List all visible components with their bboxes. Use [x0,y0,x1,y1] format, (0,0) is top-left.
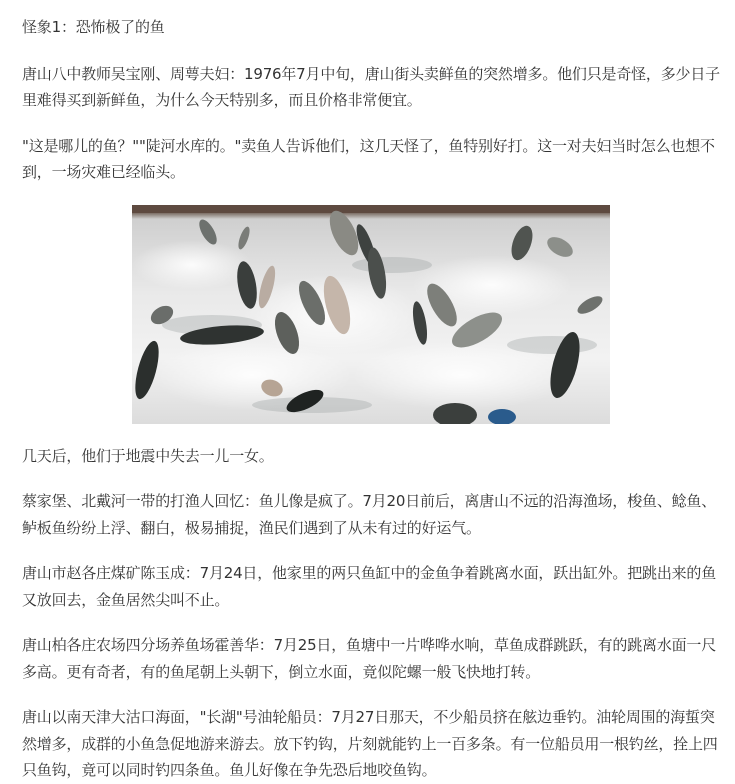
paragraph: 蔡家堡、北戴河一带的打渔人回忆：鱼儿像是疯了。7月20日前后，离唐山不远的沿海渔场，梭鱼、鲶鱼、鲈板鱼纷纷上浮、翻白，极易捕捉，渔民们遇到了从未有过的好运气。 [22,492,717,537]
fish-photo-illustration [132,205,610,424]
paragraph: 唐山以南天津大沽口海面，"长湖"号油轮船员：7月27日那天，不少船员挤在舷边垂钓。油轮周围的海蜇突然增多，成群的小鱼急促地游来游去。放下钓钩，片刻就能钓上一百多条。有一位船员用一根钓丝，拴上四只鱼钩，竟可以同时钓四条鱼。鱼儿好像在争先恐后地咬鱼钩。 [22,708,718,779]
fish-photo [132,205,610,424]
paragraph: 唐山八中教师吴宝刚、周萼夫妇：1976年7月中旬，唐山街头卖鲜鱼的突然增多。他们只是奇怪，多少日子里难得买到新鲜鱼，为什么今天特别多，而且价格非常便宜。 [22,64,720,109]
paragraph: 唐山柏各庄农场四分场养鱼场霍善华：7月25日，鱼塘中一片哗哗水响，草鱼成群跳跃，有的跳离水面一尺多高。更有奇者，有的鱼尾朝上头朝下，倒立水面，竟似陀螺一般飞快地打转。 [22,636,717,681]
paragraph: 几天后，他们于地震中失去一儿一女。 [22,446,274,465]
paragraph: 唐山市赵各庄煤矿陈玉成：7月24日，他家里的两只鱼缸中的金鱼争着跳离水面，跃出缸外。把跳出来的鱼又放回去，金鱼居然尖叫不止。 [22,564,717,609]
paragraph: "这是哪儿的鱼？""陡河水库的。"卖鱼人告诉他们，这几天怪了，鱼特别好打。这一对夫妇当时怎么也想不到，一场灾难已经临头。 [22,136,715,181]
section-title: 怪象1：恐怖极了的鱼 [22,18,165,36]
